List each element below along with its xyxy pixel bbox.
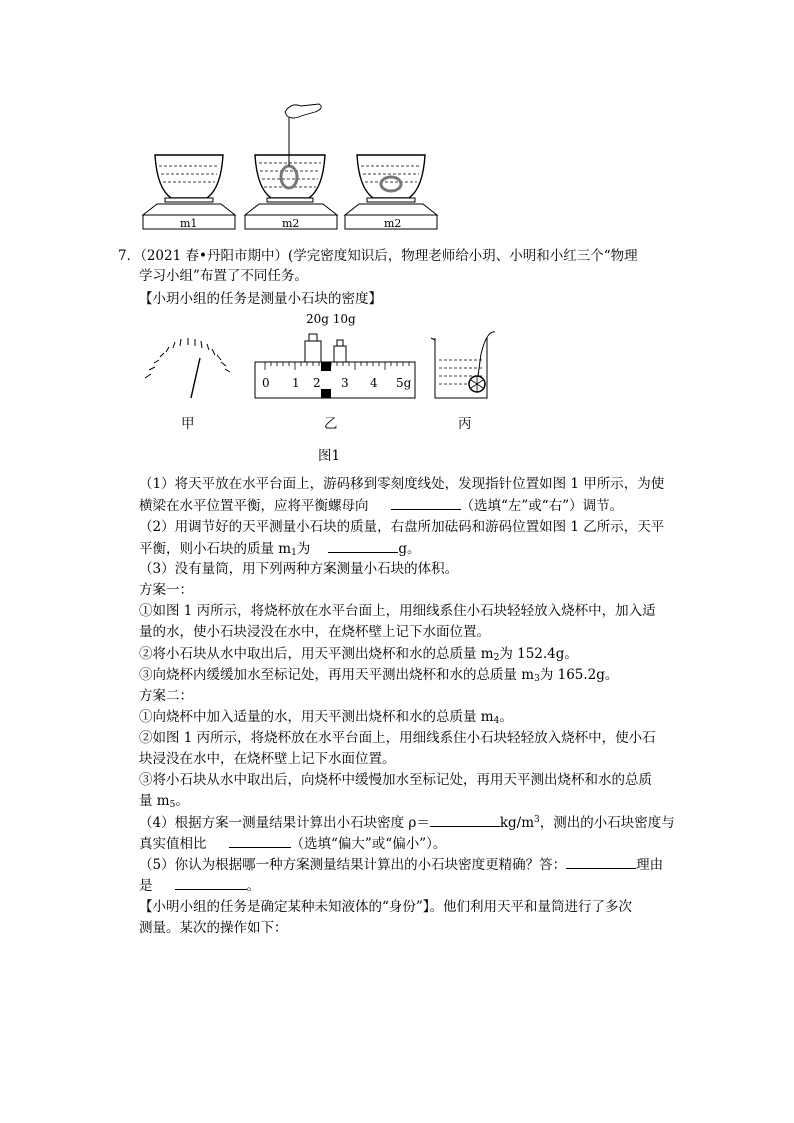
scale-label-3: m2 bbox=[384, 217, 402, 230]
figure1 bbox=[135, 326, 515, 406]
plan2-title: 方案二： bbox=[139, 688, 193, 704]
plan1-step3-value: 为 165.2g。 bbox=[539, 667, 619, 683]
rider-scale bbox=[255, 334, 415, 398]
part4-compare: 真实值相比 bbox=[139, 836, 207, 852]
answer-blank-density[interactable] bbox=[430, 812, 500, 827]
task2-line-1: 【小明小组的任务是确定某种未知液体的“身份”】。他们利用天平和量筒进行了多次 bbox=[139, 899, 633, 915]
part5-end: 。 bbox=[246, 878, 260, 894]
part1-text: 横梁在水平位置平衡，应将平衡螺母向 bbox=[139, 498, 369, 514]
part3-line: （3）没有量筒，用下列两种方案测量小石块的体积。 bbox=[139, 561, 459, 577]
question-source: （2021 春•丹阳市期中） bbox=[140, 248, 288, 264]
plan2-step2-line2: 块浸没在水中，在烧杯壁上记下水面位置。 bbox=[139, 751, 396, 767]
answer-blank-bias[interactable] bbox=[229, 833, 291, 848]
figure1-caption: 图1 bbox=[318, 448, 341, 464]
question-intro-line-1 bbox=[118, 246, 638, 266]
label-bing: 丙 bbox=[458, 416, 472, 432]
answer-blank-direction[interactable] bbox=[391, 495, 461, 510]
part4-line-2 bbox=[139, 833, 446, 854]
plan2-step1-text: ①向烧杯中加入适量的水，用天平测出烧杯和水的总质量 m bbox=[139, 709, 494, 725]
part5-line-1 bbox=[139, 854, 663, 875]
part2-wei: 为 bbox=[296, 541, 311, 557]
cubed-superscript: 3 bbox=[534, 815, 540, 825]
m3-subscript: 3 bbox=[534, 674, 540, 684]
part4-text: （4）根据方案一测量结果计算出小石块密度 ρ＝ bbox=[139, 815, 430, 831]
scale-tick-4: 4 bbox=[370, 376, 378, 390]
part4-text-2: ，测出的小石块密度与 bbox=[539, 815, 675, 831]
m1-subscript: 1 bbox=[291, 548, 297, 558]
density-unit: kg/m bbox=[499, 815, 534, 831]
weights-label: 20g 10g bbox=[306, 312, 356, 326]
plan2-step3-line2 bbox=[139, 791, 189, 811]
m2-subscript: 2 bbox=[493, 653, 500, 663]
scale-tick-5: 5g bbox=[396, 376, 412, 390]
scale-tick-0: 0 bbox=[262, 376, 270, 390]
beaker-with-stone bbox=[431, 332, 495, 398]
plan2-step3-line1: ③将小石块从水中取出后，向烧杯中缓慢加水至标记处，再用天平测出烧杯和水的总质 bbox=[139, 772, 652, 788]
part2-line-2 bbox=[139, 538, 420, 559]
part2-unit: g。 bbox=[398, 541, 421, 557]
part4-options: （选填“偏大”或“偏小”）。 bbox=[290, 836, 447, 852]
scale-label-1: m1 bbox=[180, 217, 198, 230]
answer-blank-mass[interactable] bbox=[328, 538, 398, 553]
scale-2 bbox=[245, 104, 337, 229]
answer-blank-plan[interactable] bbox=[566, 854, 636, 869]
scale-tick-2: 2 bbox=[313, 376, 321, 390]
m4-subscript: 4 bbox=[493, 716, 500, 726]
question-intro-text: (学完密度知识后，物理老师给小玥、小明和小红三个“物理 bbox=[287, 248, 638, 264]
scale-tick-1: 1 bbox=[292, 376, 300, 390]
part2-line-1: （2）用调节好的天平测量小石块的质量，右盘所加砝码和游码位置如图 1 乙所示，天平 bbox=[139, 519, 665, 535]
part1-line-2 bbox=[139, 495, 623, 516]
label-yi: 乙 bbox=[324, 416, 338, 432]
question-number: 7． bbox=[118, 248, 141, 264]
plan2-step1 bbox=[139, 707, 513, 727]
part4-line-1 bbox=[139, 812, 675, 833]
plan1-step1-line2: 量的水，使小石块浸没在水中，在烧杯壁上记下水面位置。 bbox=[139, 624, 490, 640]
plan1-title: 方案一： bbox=[139, 582, 193, 598]
part2-text: 平衡，则小石块的质量 m bbox=[139, 541, 292, 557]
part5-shi: 是 bbox=[139, 878, 153, 894]
part5-line-2 bbox=[139, 875, 260, 896]
scale-label-2: m2 bbox=[282, 217, 300, 230]
m5-subscript: 5 bbox=[169, 800, 176, 810]
pointer-dial bbox=[145, 338, 230, 398]
part1-options: （选填“左”或“右”）调节。 bbox=[460, 498, 624, 514]
question-intro-line-2: 学习小组”布置了不同任务。 bbox=[139, 268, 308, 284]
plan2-step1-end: 。 bbox=[499, 709, 513, 725]
answer-blank-reason[interactable] bbox=[175, 875, 247, 890]
task-title-xiaoyue: 【小玥小组的任务是测量小石块的密度】 bbox=[139, 291, 382, 307]
part1-line-1: （1）将天平放在水平台面上，游码移到零刻度线处，发现指针位置如图 1 甲所示，为使 bbox=[139, 476, 665, 492]
plan1-step3 bbox=[139, 665, 618, 685]
part5-text: （5）你认为根据哪一种方案测量结果计算出的小石块密度更精确？答： bbox=[139, 857, 567, 873]
plan1-step3-text: ③向烧杯内缓缓加水至标记处，再用天平测出烧杯和水的总质量 m bbox=[139, 667, 535, 683]
scale-tick-3: 3 bbox=[341, 376, 349, 390]
plan2-step3-text: 量 m bbox=[139, 793, 170, 809]
task2-line-2: 测量。某次的操作如下： bbox=[139, 920, 288, 936]
plan1-step2-value: 为 152.4g。 bbox=[499, 646, 578, 662]
plan2-step2-line1: ②如图 1 丙所示，将烧杯放在水平台面上，用细线系住小石块轻轻放入烧杯中，使小石 bbox=[139, 730, 656, 746]
plan2-step3-end: 。 bbox=[175, 793, 189, 809]
plan1-step2-text: ②将小石块从水中取出后，用天平测出烧杯和水的总质量 m bbox=[139, 646, 494, 662]
part5-reason-label: 理由 bbox=[636, 857, 664, 873]
label-jia: 甲 bbox=[181, 416, 195, 432]
plan1-step2 bbox=[139, 644, 578, 664]
plan1-step1-line1: ①如图 1 丙所示，将烧杯放在水平台面上，用细线系住小石块轻轻放入烧杯中，加入适 bbox=[139, 603, 656, 619]
